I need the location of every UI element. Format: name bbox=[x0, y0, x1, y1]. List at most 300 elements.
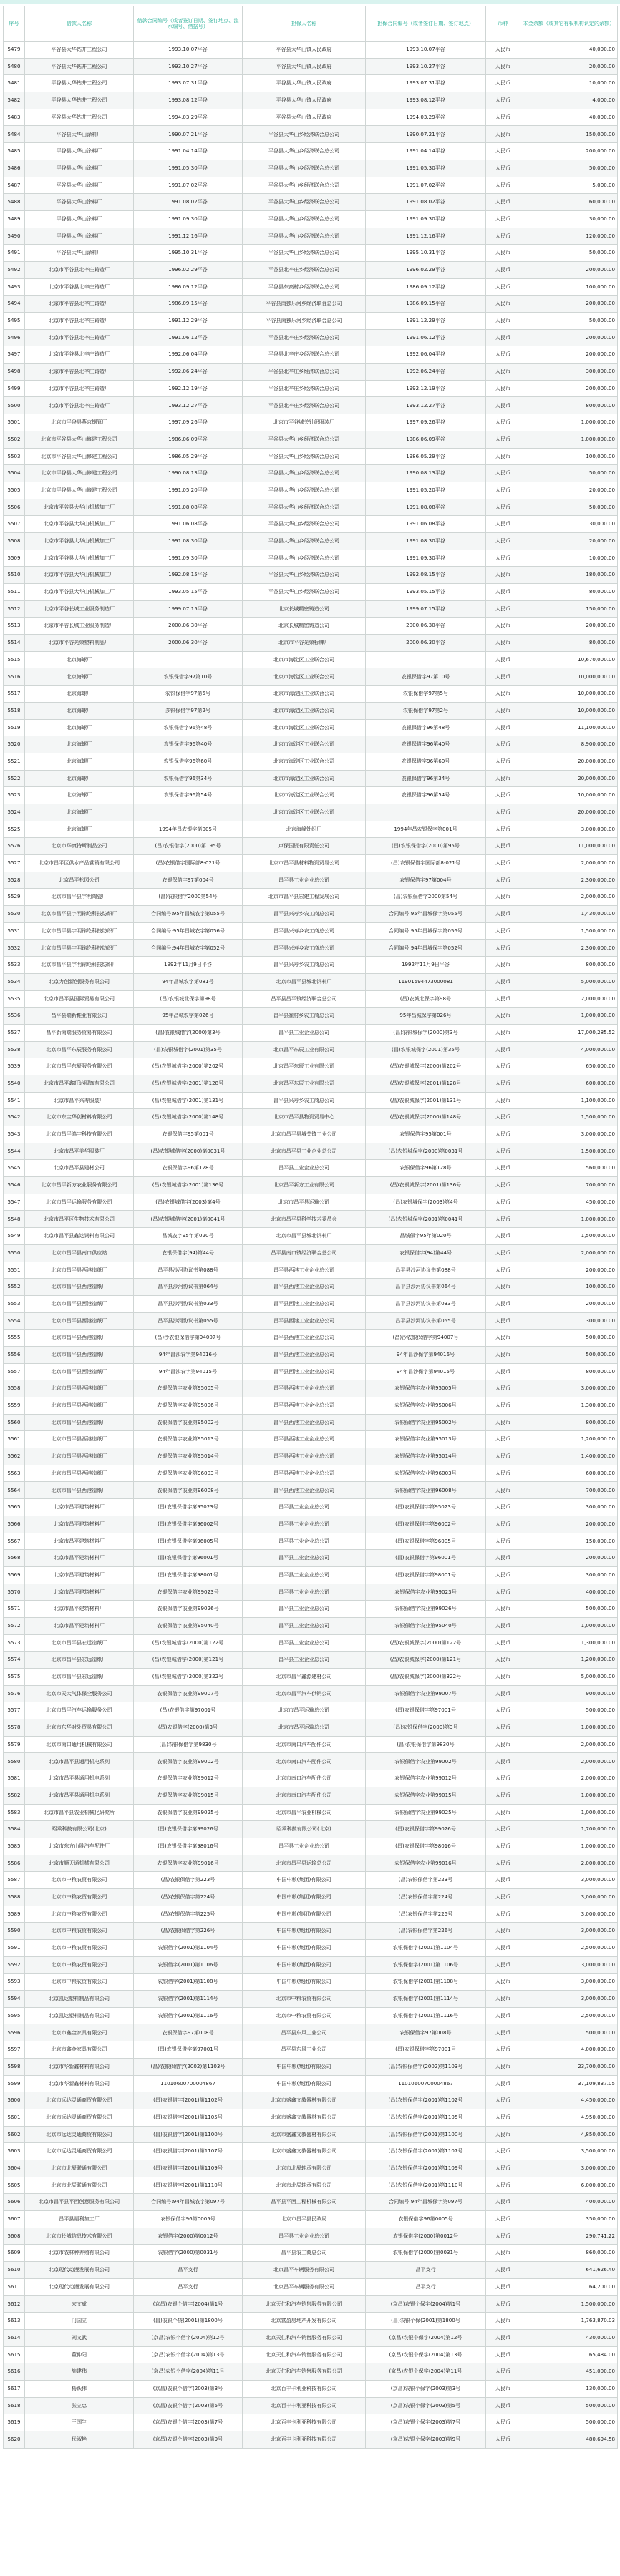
cell-guarantor: 平谷县大华山乡经济联合总公司 bbox=[243, 584, 366, 601]
cell-index: 5543 bbox=[4, 1126, 25, 1143]
cell-index: 5520 bbox=[4, 736, 25, 753]
cell-guarantor: 昌平县西港工业企业总公司 bbox=[243, 1465, 366, 1482]
cell-principal-balance: 30,000.00 bbox=[520, 210, 618, 228]
cell-loan-contract: 1994.03.29平谷 bbox=[134, 109, 243, 126]
cell-principal-balance: 200,000.00 bbox=[520, 618, 618, 635]
cell-principal-balance: 400,000.00 bbox=[520, 1584, 618, 1601]
cell-index: 5582 bbox=[4, 1787, 25, 1804]
cell-index: 5488 bbox=[4, 194, 25, 211]
cell-loan-contract: 1993.10.27平谷 bbox=[134, 58, 243, 75]
cell-index: 5588 bbox=[4, 1888, 25, 1906]
cell-borrower: 北京市昌平鑫旺达服饰有限公司 bbox=[25, 1075, 134, 1092]
cell-guarantee-contract: 1991.06.12平谷 bbox=[366, 329, 486, 346]
table-row bbox=[4, 1956, 618, 1974]
cell-guarantor: 北京市平谷光荣标牌厂 bbox=[243, 635, 366, 652]
cell-currency: 人民币 bbox=[486, 753, 520, 770]
cell-borrower: 平谷县大华山涂料厂 bbox=[25, 177, 134, 194]
cell-guarantee-contract: (昌)农银保借字第97001号 bbox=[366, 2041, 486, 2059]
cell-loan-contract: 农银保借字农业第99023号 bbox=[134, 1584, 243, 1601]
cell-borrower: 北京市昌平区生物技术有限公司 bbox=[25, 1211, 134, 1228]
cell-borrower: 门国立 bbox=[25, 2313, 134, 2330]
cell-index: 5485 bbox=[4, 143, 25, 160]
cell-borrower: 北京市昌平县西港造纸厂 bbox=[25, 1295, 134, 1312]
cell-guarantee-contract: (昌)农银保借字(2001)第1105号 bbox=[366, 2109, 486, 2126]
cell-guarantee-contract: 农银保借字农业第99023号 bbox=[366, 1584, 486, 1601]
cell-currency: 人民币 bbox=[486, 770, 520, 787]
cell-loan-contract: 农银保借字96第60号 bbox=[134, 753, 243, 770]
table-row bbox=[4, 2126, 618, 2143]
cell-guarantee-contract: 1986.09.15平谷 bbox=[366, 296, 486, 313]
cell-loan-contract: 农银借字(2001)第1114号 bbox=[134, 1991, 243, 2008]
cell-borrower: 平谷县大华山涂料厂 bbox=[25, 126, 134, 143]
cell-principal-balance: 1,000,000.00 bbox=[520, 414, 618, 431]
cell-currency: 人民币 bbox=[486, 1787, 520, 1804]
cell-currency: 人民币 bbox=[486, 210, 520, 228]
cell-loan-contract: (昌)农银借字(2001)第1109号 bbox=[134, 2160, 243, 2177]
cell-guarantee-contract: 1994.03.29平谷 bbox=[366, 109, 486, 126]
cell-guarantee-contract: (昌)农银城保字(2001)第128号 bbox=[366, 1075, 486, 1092]
header-principal-balance: 本金余额（或其它有权机构认定的余额） bbox=[520, 6, 618, 42]
cell-principal-balance: 1,500,000.00 bbox=[520, 2296, 618, 2313]
table-row bbox=[4, 651, 618, 668]
cell-index: 5479 bbox=[4, 42, 25, 59]
cell-guarantor: 北京市海淀区工业联合公司 bbox=[243, 651, 366, 668]
cell-guarantor: 北京市昌平县城北饲料厂 bbox=[243, 973, 366, 990]
cell-principal-balance: 300,000.00 bbox=[520, 364, 618, 381]
cell-principal-balance: 100,000.00 bbox=[520, 278, 618, 296]
table-row bbox=[4, 2414, 618, 2431]
cell-borrower: 平谷县大华钻井工程公司 bbox=[25, 92, 134, 109]
cell-guarantor: 北京市盛鑫文教器材有限公司 bbox=[243, 2126, 366, 2143]
cell-currency: 人民币 bbox=[486, 2194, 520, 2211]
cell-loan-contract: (昌)农银城北保字第98号 bbox=[134, 990, 243, 1008]
cell-guarantee-contract: 94年昌沙保字第94016号 bbox=[366, 1346, 486, 1363]
cell-guarantee-contract: (昌)农银保借字2000第54号 bbox=[366, 889, 486, 906]
cell-index: 5569 bbox=[4, 1566, 25, 1584]
cell-guarantor: 平谷县大华山乡经济联合总公司 bbox=[243, 550, 366, 567]
cell-currency: 人民币 bbox=[486, 109, 520, 126]
table-row bbox=[4, 482, 618, 499]
cell-currency: 人民币 bbox=[486, 838, 520, 855]
cell-guarantee-contract: 农银保借字95第001号 bbox=[366, 1126, 486, 1143]
cell-loan-contract: 农银保借字96第34号 bbox=[134, 770, 243, 787]
cell-guarantor: 中国中粮(集团)有限公司 bbox=[243, 2058, 366, 2075]
cell-borrower: 北京市远达灵通商贸有限公司 bbox=[25, 2126, 134, 2143]
cell-loan-contract: 1991.08.30平谷 bbox=[134, 532, 243, 550]
cell-guarantee-contract: 农银保借字(2001)第1116号 bbox=[366, 2007, 486, 2024]
cell-currency: 人民币 bbox=[486, 1940, 520, 1957]
cell-loan-contract: 1991.05.30平谷 bbox=[134, 160, 243, 177]
table-row bbox=[4, 1177, 618, 1194]
cell-principal-balance: 800,000.00 bbox=[520, 1363, 618, 1380]
cell-loan-contract: 95年昌城农字第026号 bbox=[134, 1008, 243, 1025]
cell-principal-balance: 1,300,000.00 bbox=[520, 1634, 618, 1652]
cell-borrower: 北京市昌平县西港造纸厂 bbox=[25, 1279, 134, 1296]
cell-loan-contract: 合同编号:94年昌城农字第052号 bbox=[134, 940, 243, 957]
cell-borrower: 北京市平谷长城工业服务制造厂 bbox=[25, 600, 134, 618]
table-row bbox=[4, 414, 618, 431]
cell-principal-balance: 200,000.00 bbox=[520, 329, 618, 346]
cell-loan-contract: 多银保借字97第2号 bbox=[134, 702, 243, 719]
cell-principal-balance: 11,100,000.00 bbox=[520, 719, 618, 736]
cell-index: 5519 bbox=[4, 719, 25, 736]
cell-guarantee-contract: 1986.06.09平谷 bbox=[366, 431, 486, 448]
cell-guarantor: 昌平县工业企业总公司 bbox=[243, 1838, 366, 1855]
cell-guarantor: 昌平县西港工业企业总公司 bbox=[243, 1448, 366, 1465]
cell-loan-contract: (昌)农银城借字(2000)第202号 bbox=[134, 1058, 243, 1075]
cell-currency: 人民币 bbox=[486, 1228, 520, 1245]
cell-borrower: 北京市昌平兴寿服装厂 bbox=[25, 1092, 134, 1109]
cell-guarantor: 北京市昌平县运输总公司 bbox=[243, 1855, 366, 1872]
cell-principal-balance: 17,000,285.52 bbox=[520, 1024, 618, 1041]
cell-borrower: 昌平县福利加工厂 bbox=[25, 2211, 134, 2228]
cell-guarantee-contract: (昌)农银城保字(2001)第0041号 bbox=[366, 1211, 486, 1228]
cell-currency: 人民币 bbox=[486, 482, 520, 499]
cell-guarantor: 中国中粮(集团)有限公司 bbox=[243, 1956, 366, 1974]
table-row bbox=[4, 1024, 618, 1041]
cell-borrower: 北京市中粮农贸有限公司 bbox=[25, 1888, 134, 1906]
cell-borrower: 北京市昌平县西港造纸厂 bbox=[25, 1262, 134, 1279]
cell-index: 5613 bbox=[4, 2313, 25, 2330]
cell-principal-balance: 1,000,000.00 bbox=[520, 1617, 618, 1634]
cell-index: 5593 bbox=[4, 1974, 25, 1991]
cell-principal-balance: 1,200,000.00 bbox=[520, 1652, 618, 1669]
cell-currency: 人民币 bbox=[486, 872, 520, 889]
cell-currency: 人民币 bbox=[486, 1008, 520, 1025]
cell-loan-contract: 农银保借字农业第99002号 bbox=[134, 1753, 243, 1770]
cell-index: 5566 bbox=[4, 1516, 25, 1533]
cell-guarantor: 北京市海淀区工业联合公司 bbox=[243, 719, 366, 736]
cell-guarantor: 北京市南口汽车配件公司 bbox=[243, 1736, 366, 1753]
cell-borrower: 北京市平谷县北辛庄铸造厂 bbox=[25, 313, 134, 330]
cell-currency: 人民币 bbox=[486, 1431, 520, 1448]
cell-index: 5521 bbox=[4, 753, 25, 770]
cell-guarantee-contract: (昌)农银保借字第96005号 bbox=[366, 1533, 486, 1550]
table-row bbox=[4, 499, 618, 516]
table-row bbox=[4, 1821, 618, 1838]
cell-borrower: 北京市昌平县宏远造纸厂 bbox=[25, 1634, 134, 1652]
cell-guarantor: 昌平县工业企业总公司 bbox=[243, 1160, 366, 1177]
cell-index: 5571 bbox=[4, 1601, 25, 1618]
cell-index: 5491 bbox=[4, 245, 25, 262]
cell-guarantee-contract: (昌)农银保借字(2001)第1107号 bbox=[366, 2143, 486, 2160]
cell-guarantee-contract: 农银保借字96第48号 bbox=[366, 719, 486, 736]
cell-index: 5503 bbox=[4, 448, 25, 465]
cell-principal-balance: 10,670,000.00 bbox=[520, 651, 618, 668]
cell-principal-balance: 50,000.00 bbox=[520, 160, 618, 177]
cell-principal-balance: 1,000,000.00 bbox=[520, 1804, 618, 1821]
table-row bbox=[4, 228, 618, 245]
cell-loan-contract bbox=[134, 651, 243, 668]
cell-currency: 人民币 bbox=[486, 906, 520, 923]
table-row bbox=[4, 1075, 618, 1092]
cell-currency: 人民币 bbox=[486, 1414, 520, 1431]
cell-guarantor: 平谷县北辛庄乡经济联合总公司 bbox=[243, 261, 366, 278]
cell-borrower: 北京市昌平县西港造纸厂 bbox=[25, 1363, 134, 1380]
cell-index: 5551 bbox=[4, 1262, 25, 1279]
cell-borrower: 北京市昌平建筑材料厂 bbox=[25, 1516, 134, 1533]
cell-borrower: 北京海螺厂 bbox=[25, 736, 134, 753]
cell-guarantor: 平谷县东高村乡经济联合总公司 bbox=[243, 278, 366, 296]
table-row bbox=[4, 177, 618, 194]
cell-index: 5508 bbox=[4, 532, 25, 550]
cell-guarantee-contract: 1991.09.30平谷 bbox=[366, 210, 486, 228]
cell-borrower: 北京市平谷县大华山机械加工厂 bbox=[25, 567, 134, 584]
cell-borrower: 北京市远达灵通商贸有限公司 bbox=[25, 2092, 134, 2109]
cell-loan-contract: (京昌)农银个借字(2003)第7号 bbox=[134, 2414, 243, 2431]
cell-guarantee-contract: (昌)沙农银保借字第94007号 bbox=[366, 1330, 486, 1347]
cell-currency: 人民币 bbox=[486, 1906, 520, 1923]
cell-index: 5558 bbox=[4, 1380, 25, 1397]
cell-index: 5530 bbox=[4, 906, 25, 923]
cell-index: 5585 bbox=[4, 1838, 25, 1855]
cell-borrower: 北京市昌平县西港造纸厂 bbox=[25, 1312, 134, 1330]
cell-guarantor: 昌平县工业企业总公司 bbox=[243, 1024, 366, 1041]
cell-guarantee-contract bbox=[366, 651, 486, 668]
cell-principal-balance: 3,000,000.00 bbox=[520, 1872, 618, 1889]
cell-principal-balance: 64,200.00 bbox=[520, 2278, 618, 2296]
cell-borrower: 平谷县大华钻井工程公司 bbox=[25, 42, 134, 59]
cell-principal-balance: 600,000.00 bbox=[520, 1075, 618, 1092]
cell-borrower: 北京市南口通用机械有限公司 bbox=[25, 1736, 134, 1753]
cell-guarantor: 中国中粮(集团)有限公司 bbox=[243, 2075, 366, 2092]
cell-currency: 人民币 bbox=[486, 567, 520, 584]
cell-borrower: 北京市昌平建筑材料厂 bbox=[25, 1617, 134, 1634]
cell-guarantor: 北京昌平新方工业有限公司 bbox=[243, 1177, 366, 1194]
cell-index: 5542 bbox=[4, 1109, 25, 1126]
cell-guarantee-contract: 农银保借字农业第96008号 bbox=[366, 1482, 486, 1499]
table-row bbox=[4, 42, 618, 59]
cell-borrower: 北京市昌平县西港造纸厂 bbox=[25, 1346, 134, 1363]
cell-borrower: 北京市东方山胜汽车配件厂 bbox=[25, 1838, 134, 1855]
table-row bbox=[4, 143, 618, 160]
cell-guarantee-contract: (京昌)农银个保字(2003)第9号 bbox=[366, 2431, 486, 2448]
cell-currency: 人民币 bbox=[486, 532, 520, 550]
cell-loan-contract: 农银保借字96第48号 bbox=[134, 719, 243, 736]
cell-loan-contract: (昌)农银保借字第98001号 bbox=[134, 1566, 243, 1584]
cell-principal-balance: 10,000.00 bbox=[520, 550, 618, 567]
cell-index: 5494 bbox=[4, 296, 25, 313]
cell-index: 5590 bbox=[4, 1923, 25, 1940]
cell-guarantor: 北京市南口汽车配件公司 bbox=[243, 1753, 366, 1770]
cell-loan-contract: (昌)农银城借字(2001)第35号 bbox=[134, 1041, 243, 1058]
table-row bbox=[4, 346, 618, 364]
cell-currency: 人民币 bbox=[486, 1974, 520, 1991]
cell-guarantor: 昌平县西港工业企业总公司 bbox=[243, 1414, 366, 1431]
cell-principal-balance: 2,000,000.00 bbox=[520, 1736, 618, 1753]
cell-guarantee-contract: (昌)农银保借字(2001)第1109号 bbox=[366, 2160, 486, 2177]
cell-loan-contract: (昌)农银借字(2001)第1100号 bbox=[134, 2126, 243, 2143]
cell-guarantee-contract: 农银保借字农业第95013号 bbox=[366, 1431, 486, 1448]
cell-guarantor: 北京天仁和汽车销售服务有限公司 bbox=[243, 2346, 366, 2363]
table-row bbox=[4, 1888, 618, 1906]
cell-principal-balance: 200,000.00 bbox=[520, 296, 618, 313]
cell-currency: 人民币 bbox=[486, 414, 520, 431]
cell-index: 5502 bbox=[4, 431, 25, 448]
cell-guarantor: 北京百丰卡利亚科技有限公司 bbox=[243, 2397, 366, 2414]
cell-borrower: 北京市鑫金家具有限公司 bbox=[25, 2041, 134, 2059]
cell-guarantor: 北京市海淀区工业联合公司 bbox=[243, 753, 366, 770]
table-row bbox=[4, 2228, 618, 2245]
cell-index: 5620 bbox=[4, 2431, 25, 2448]
table-row bbox=[4, 1143, 618, 1160]
cell-guarantor: 北京长城精密铸造公司 bbox=[243, 600, 366, 618]
cell-loan-contract: 1993.05.15平谷 bbox=[134, 584, 243, 601]
cell-loan-contract: 昌城农字95年第020号 bbox=[134, 1228, 243, 1245]
cell-currency: 人民币 bbox=[486, 1804, 520, 1821]
cell-currency: 人民币 bbox=[486, 1533, 520, 1550]
cell-borrower: 北京市昌平县宏远造纸厂 bbox=[25, 1652, 134, 1669]
cell-index: 5564 bbox=[4, 1482, 25, 1499]
cell-guarantor: 昌平县兴寿乡农工商总公司 bbox=[243, 922, 366, 940]
cell-loan-contract: 昌平县沙河协议书第064号 bbox=[134, 1279, 243, 1296]
cell-guarantor: 昌平县西港工业企业总公司 bbox=[243, 1363, 366, 1380]
cell-guarantee-contract: (昌)农银保借字第223号 bbox=[366, 1872, 486, 1889]
cell-principal-balance: 450,000.00 bbox=[520, 1194, 618, 1211]
cell-loan-contract: 农银保借字农业第99026号 bbox=[134, 1601, 243, 1618]
cell-loan-contract: (京昌)农银个借字(2004)第1号 bbox=[134, 2296, 243, 2313]
cell-loan-contract: (昌)农银借字(2000)第3号 bbox=[134, 1719, 243, 1737]
cell-currency: 人民币 bbox=[486, 1584, 520, 1601]
cell-currency: 人民币 bbox=[486, 397, 520, 414]
cell-principal-balance: 1,300,000.00 bbox=[520, 1397, 618, 1415]
cell-loan-contract: (昌)沙农银保借字第94007号 bbox=[134, 1330, 243, 1347]
cell-guarantee-contract: 1990.08.13平谷 bbox=[366, 465, 486, 482]
cell-principal-balance: 20,000,000.00 bbox=[520, 753, 618, 770]
cell-borrower: 北京海螺厂 bbox=[25, 719, 134, 736]
cell-loan-contract: (昌)农银借字(2001)第1110号 bbox=[134, 2177, 243, 2194]
cell-guarantee-contract: 昌平县沙河协议书第064号 bbox=[366, 1279, 486, 1296]
cell-guarantor: 昌平县工业企业总公司 bbox=[243, 1617, 366, 1634]
cell-borrower: 北京现代动漫发展有限公司 bbox=[25, 2262, 134, 2279]
cell-guarantee-contract: 1992年11月9日平谷 bbox=[366, 957, 486, 974]
cell-index: 5573 bbox=[4, 1634, 25, 1652]
table-row bbox=[4, 75, 618, 92]
cell-index: 5583 bbox=[4, 1804, 25, 1821]
cell-guarantee-contract: (昌)农银保借字第99026号 bbox=[366, 1821, 486, 1838]
table-row bbox=[4, 973, 618, 990]
cell-principal-balance: 10,000,000.00 bbox=[520, 668, 618, 686]
cell-guarantor: 北京市北辰轴承有限公司 bbox=[243, 2160, 366, 2177]
cell-borrower: 北京市平谷县北辛庄铸造厂 bbox=[25, 346, 134, 364]
cell-principal-balance: 50,000.00 bbox=[520, 465, 618, 482]
cell-principal-balance: 200,000.00 bbox=[520, 1262, 618, 1279]
cell-guarantee-contract: 农银保借字(2001)第1114号 bbox=[366, 1991, 486, 2008]
cell-principal-balance: 400,000.00 bbox=[520, 2194, 618, 2211]
table-row bbox=[4, 770, 618, 787]
cell-currency: 人民币 bbox=[486, 1685, 520, 1702]
cell-loan-contract: (昌)农银城借字(2000)第0031号 bbox=[134, 1143, 243, 1160]
cell-currency: 人民币 bbox=[486, 1075, 520, 1092]
cell-borrower: 北京市昌平县宇明锦纶科技纺织厂 bbox=[25, 906, 134, 923]
cell-guarantee-contract: 94年昌沙保字第94015号 bbox=[366, 1363, 486, 1380]
cell-borrower: 北京市昌平县通用机电系列 bbox=[25, 1770, 134, 1787]
table-row bbox=[4, 1855, 618, 1872]
cell-currency: 人民币 bbox=[486, 2363, 520, 2381]
table-row bbox=[4, 2024, 618, 2041]
cell-guarantor: 北京长城精密铸造公司 bbox=[243, 618, 366, 635]
table-row bbox=[4, 1770, 618, 1787]
cell-guarantor: 中国中粮(集团)有限公司 bbox=[243, 1872, 366, 1889]
cell-guarantee-contract: 合同编号:94年昌城保字第052号 bbox=[366, 940, 486, 957]
cell-currency: 人民币 bbox=[486, 2024, 520, 2041]
table-row bbox=[4, 2211, 618, 2228]
cell-guarantee-contract: 农银保借字农业第96003号 bbox=[366, 1465, 486, 1482]
cell-borrower: 北京市昌平县宇明锦纶科技纺织厂 bbox=[25, 957, 134, 974]
table-row bbox=[4, 1279, 618, 1296]
cell-loan-contract: 1991.12.16平谷 bbox=[134, 228, 243, 245]
cell-currency: 人民币 bbox=[486, 600, 520, 618]
cell-principal-balance: 20,000,000.00 bbox=[520, 770, 618, 787]
cell-principal-balance: 1,500,000.00 bbox=[520, 1109, 618, 1126]
cell-borrower: 北京市昌平县西港造纸厂 bbox=[25, 1330, 134, 1347]
cell-currency: 人民币 bbox=[486, 1024, 520, 1041]
cell-loan-contract: 农银保借字农业第95014号 bbox=[134, 1448, 243, 1465]
table-row bbox=[4, 1584, 618, 1601]
cell-principal-balance: 3,500,000.00 bbox=[520, 2143, 618, 2160]
cell-guarantor: 平谷县大华山乡经济联合总公司 bbox=[243, 210, 366, 228]
cell-principal-balance: 4,850,000.00 bbox=[520, 2126, 618, 2143]
table-row bbox=[4, 92, 618, 109]
cell-principal-balance: 150,000.00 bbox=[520, 126, 618, 143]
cell-index: 5522 bbox=[4, 770, 25, 787]
cell-borrower: 北京市平谷县大华山机械加工厂 bbox=[25, 499, 134, 516]
table-row bbox=[4, 1431, 618, 1448]
cell-index: 5499 bbox=[4, 380, 25, 397]
cell-currency: 人民币 bbox=[486, 1838, 520, 1855]
cell-currency: 人民币 bbox=[486, 889, 520, 906]
cell-loan-contract: (昌)农银保借字第98016号 bbox=[134, 1838, 243, 1855]
table-row bbox=[4, 261, 618, 278]
cell-index: 5529 bbox=[4, 889, 25, 906]
cell-borrower: 北京市昌平县鑫达饲料有限公司 bbox=[25, 1228, 134, 1245]
cell-principal-balance: 200,000.00 bbox=[520, 1550, 618, 1567]
cell-guarantor: 北京昌平东辰工业有限公司 bbox=[243, 1041, 366, 1058]
cell-principal-balance: 30,000.00 bbox=[520, 516, 618, 533]
table-row bbox=[4, 160, 618, 177]
cell-guarantee-contract: 农银保借字农业第99015号 bbox=[366, 1787, 486, 1804]
cell-borrower: 北京市华新鑫材料有限公司 bbox=[25, 2075, 134, 2092]
cell-loan-contract: 农银保借字农业第95040号 bbox=[134, 1617, 243, 1634]
table-row bbox=[4, 584, 618, 601]
table-row bbox=[4, 1211, 618, 1228]
table-row bbox=[4, 1160, 618, 1177]
cell-loan-contract: (昌)农银借字国际部8-021号 bbox=[134, 855, 243, 872]
cell-borrower: 北京市中粮农贸有限公司 bbox=[25, 1906, 134, 1923]
cell-guarantor: 北京市盛鑫文教器材有限公司 bbox=[243, 2092, 366, 2109]
cell-currency: 人民币 bbox=[486, 177, 520, 194]
cell-guarantor: 昌平县兴寿乡农工商总公司 bbox=[243, 940, 366, 957]
cell-borrower: 北京市昌平东辰服务有限公司 bbox=[25, 1058, 134, 1075]
table-row bbox=[4, 1008, 618, 1025]
cell-loan-contract: (昌)农银城借字(2000)第148号 bbox=[134, 1109, 243, 1126]
cell-borrower: 北京市昌平县西港造纸厂 bbox=[25, 1414, 134, 1431]
cell-index: 5567 bbox=[4, 1533, 25, 1550]
cell-currency: 人民币 bbox=[486, 194, 520, 211]
cell-borrower: 北京市昌平建筑材料厂 bbox=[25, 1533, 134, 1550]
cell-borrower: 北京市昌平县通用机电系列 bbox=[25, 1753, 134, 1770]
cell-index: 5533 bbox=[4, 957, 25, 974]
cell-loan-contract: (昌)农银保借字(2002)第1103号 bbox=[134, 2058, 243, 2075]
cell-loan-contract: 农银保借字97第004号 bbox=[134, 872, 243, 889]
cell-principal-balance: 3,000,000.00 bbox=[520, 1906, 618, 1923]
cell-guarantor: 平谷县北辛庄乡经济联合总公司 bbox=[243, 364, 366, 381]
cell-loan-contract: (京昌)农银个借字(2004)第13号 bbox=[134, 2346, 243, 2363]
cell-principal-balance: 1,763,870.03 bbox=[520, 2313, 618, 2330]
cell-guarantor: 昌平县西港工业企业总公司 bbox=[243, 1262, 366, 1279]
cell-currency: 人民币 bbox=[486, 499, 520, 516]
cell-borrower: 北京市昌平县建材公司 bbox=[25, 1160, 134, 1177]
